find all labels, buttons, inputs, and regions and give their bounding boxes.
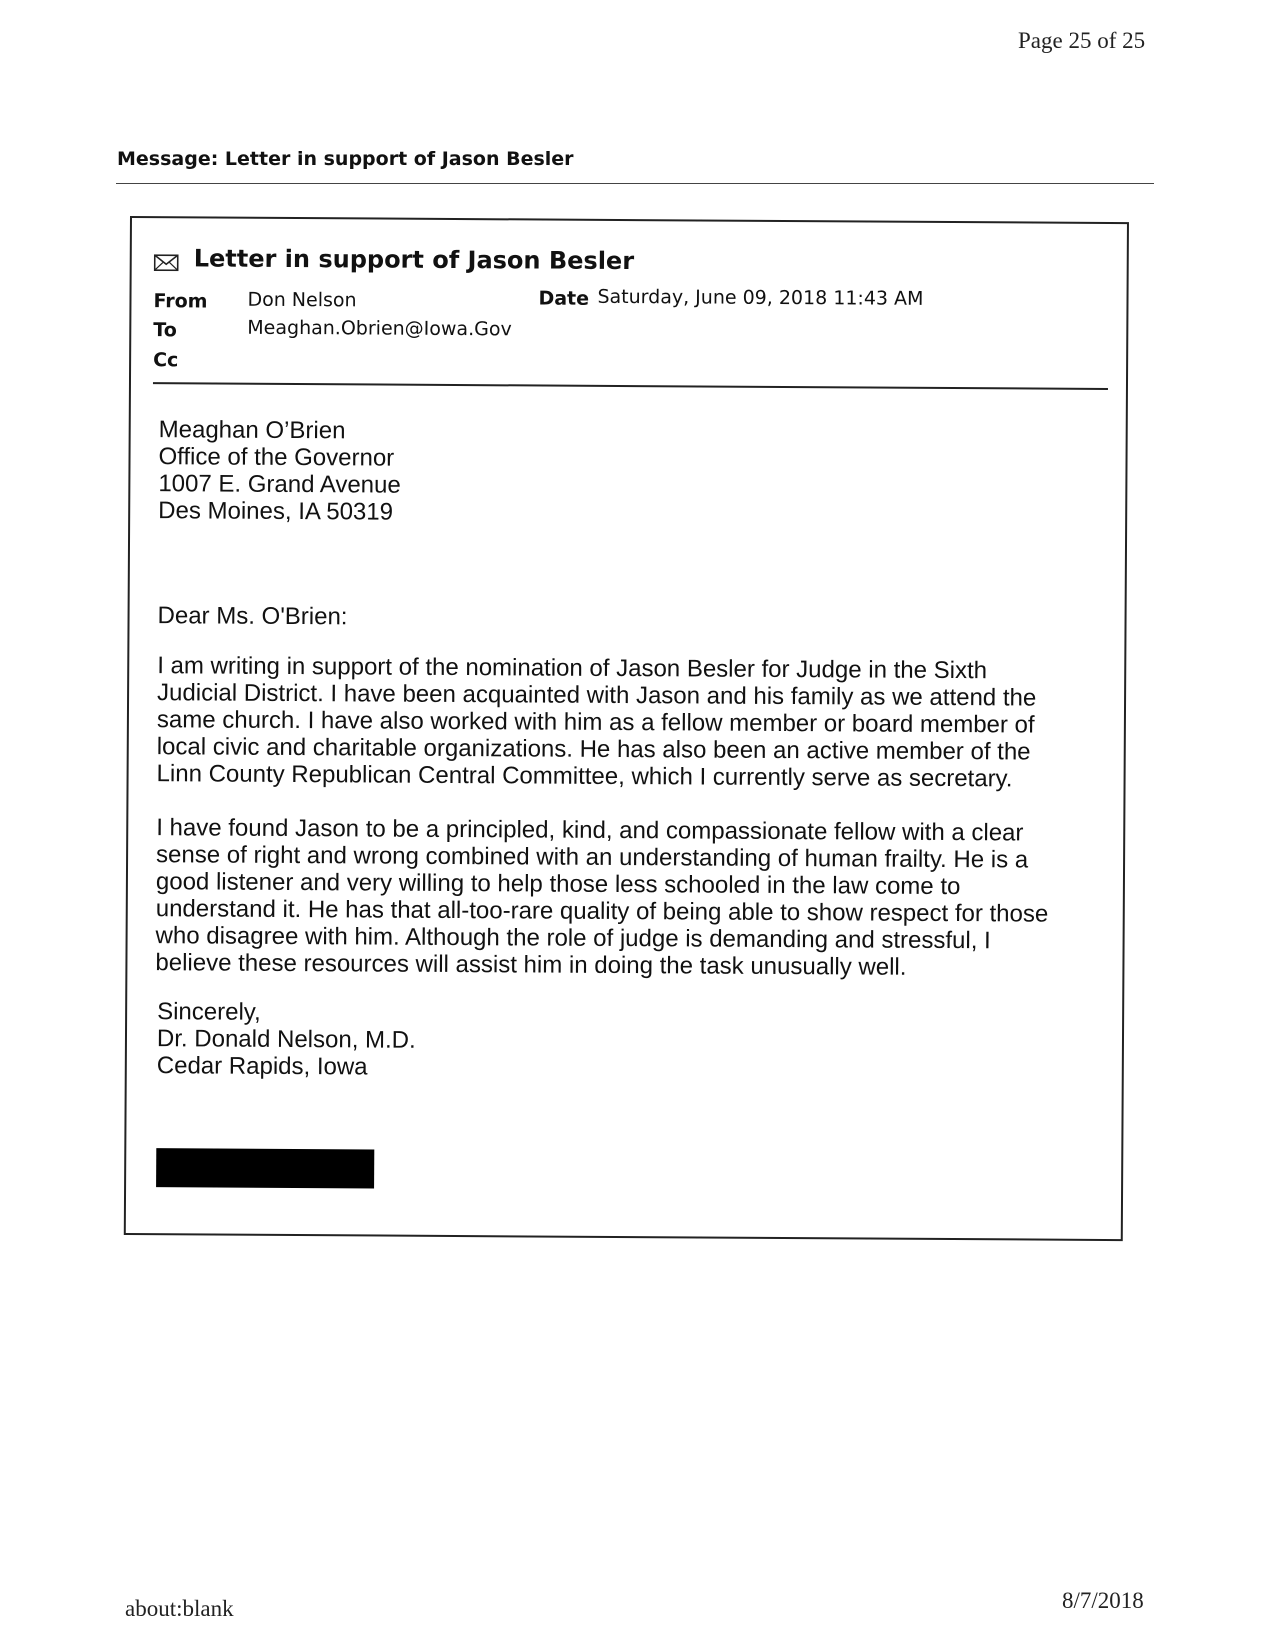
paragraph-1 [157, 652, 1037, 792]
closing: Sincerely, [157, 998, 261, 1026]
paragraph-line: Linn County Republican Central Committee, which I currently serve as secretary. [156, 760, 1013, 793]
from-value: Don Nelson [247, 288, 357, 312]
address-line: Des Moines, IA 50319 [158, 497, 394, 526]
date-value: Saturday, June 09, 2018 11:43 AM [597, 285, 924, 310]
message-heading: Message: Letter in support of Jason Besler [117, 148, 574, 170]
to-label: To [153, 319, 177, 342]
page-number: Page 25 of 25 [1018, 28, 1146, 53]
redaction-block [156, 1148, 374, 1188]
paragraph-line: who disagree with him. Although the role of judge is demanding and stressful, I [155, 922, 991, 955]
from-label: From [153, 290, 208, 313]
heading-divider [116, 183, 1154, 184]
footer-url: about:blank [125, 1596, 234, 1621]
address-line: 1007 E. Grand Avenue [158, 470, 401, 499]
salutation: Dear Ms. O'Brien: [157, 602, 348, 631]
email-subject: Letter in support of Jason Besler [193, 244, 635, 276]
address-line: Meaghan O’Brien [158, 416, 346, 445]
header-divider [153, 382, 1108, 390]
signature-location: Cedar Rapids, Iowa [156, 1052, 368, 1081]
email-message-panel [124, 216, 1129, 1241]
footer-date: 8/7/2018 [1062, 1588, 1144, 1613]
envelope-icon [154, 254, 179, 271]
to-value: Meaghan.Obrien@Iowa.Gov [247, 316, 512, 341]
signature-name: Dr. Donald Nelson, M.D. [156, 1025, 416, 1054]
paragraph-line: sense of right and wrong combined with an understanding of human frailty. He is a [156, 841, 1029, 874]
paragraph-line: Judicial District. I have been acquainted with Jason and his family as we attend the [157, 679, 1037, 712]
date-label: Date [538, 287, 590, 310]
paragraph-line: believe these resources will assist him in doing the task unusually well. [155, 949, 907, 981]
paragraph-line: local civic and charitable organizations. He has also been an active member of the [156, 733, 1031, 766]
paragraph-line: understand it. He has that all-too-rare quality of being able to show respect for those [155, 895, 1049, 928]
signature-block [157, 998, 416, 1081]
address-line: Office of the Governor [158, 443, 395, 472]
cc-label: Cc [153, 349, 179, 372]
paragraph-line: good listener and very willing to help those less schooled in the law come to [155, 868, 961, 901]
paragraph-2 [155, 814, 1048, 981]
paragraph-line: same church. I have also worked with him as a fellow member or board member of [156, 706, 1035, 739]
paragraph-line: I am writing in support of the nomination of Jason Besler for Judge in the Sixth [157, 652, 988, 685]
recipient-address [158, 416, 401, 525]
paragraph-line: I have found Jason to be a principled, kind, and compassionate fellow with a clear [156, 814, 1024, 847]
